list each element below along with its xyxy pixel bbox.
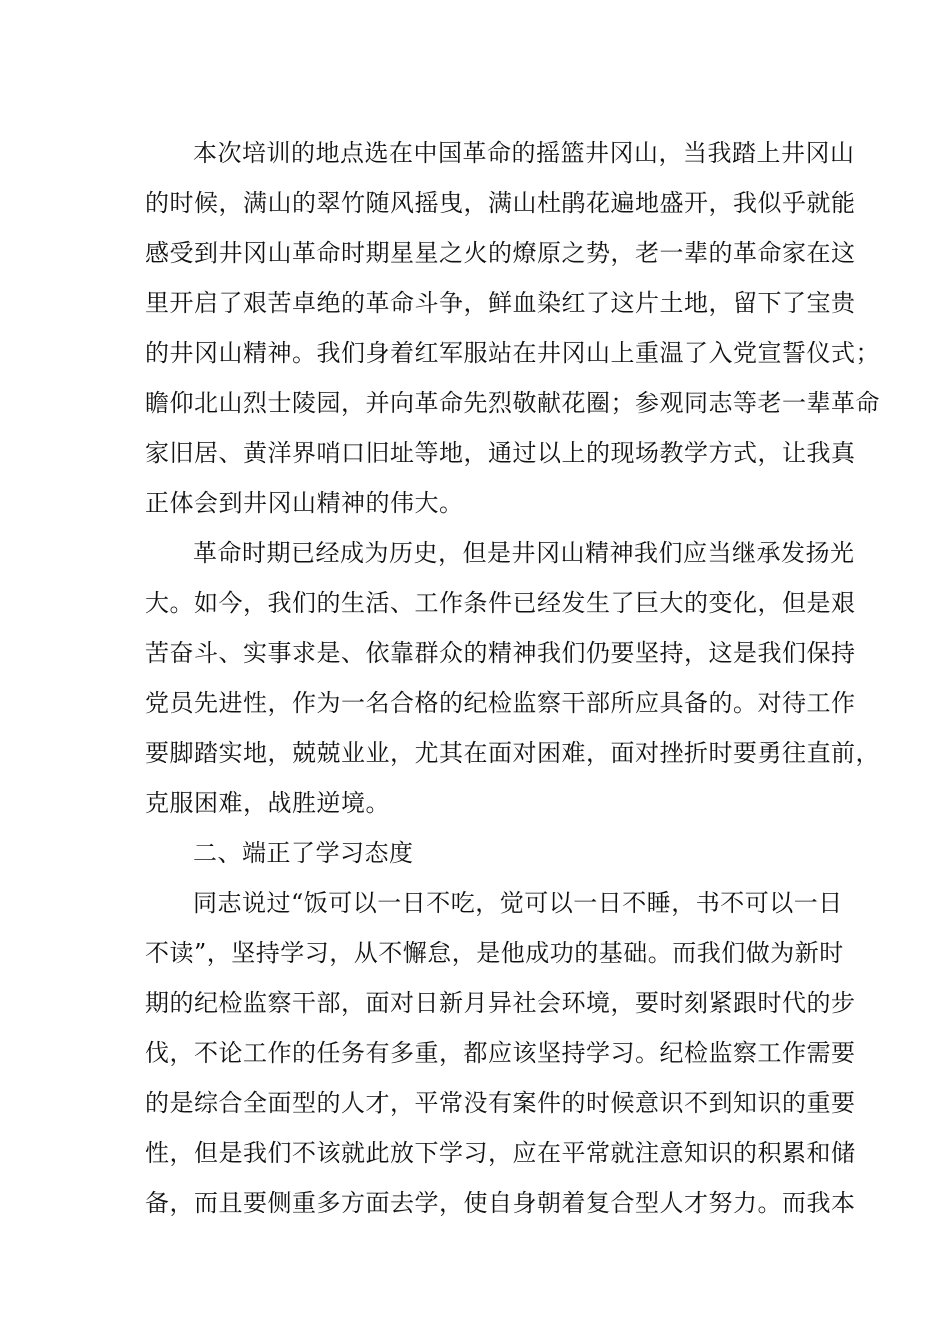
paragraph-3-line-3: 期的纪检监察干部，面对日新月异社会环境，要时刻紧跟时代的步 — [145, 989, 856, 1017]
paragraph-3-line-4: 伐，不论工作的任务有多重，都应该坚持学习。纪检监察工作需要 — [145, 1039, 856, 1067]
paragraph-3-line-1: 同志说过“饭可以一日不吃，觉可以一日不睡，书不可以一日 — [193, 889, 843, 917]
paragraph-3-line-5: 的是综合全面型的人才，平常没有案件的时候意识不到知识的重要 — [145, 1089, 856, 1117]
paragraph-1-line-4: 里开启了艰苦卓绝的革命斗争，鲜血染红了这片土地，留下了宝贵 — [145, 289, 856, 317]
paragraph-1-line-3: 感受到井冈山革命时期星星之火的燎原之势，老一辈的革命家在这 — [145, 239, 856, 267]
paragraph-2-line-5: 要脚踏实地，兢兢业业，尤其在面对困难，面对挫折时要勇往直前， — [145, 739, 880, 767]
paragraph-1-line-1: 本次培训的地点选在中国革命的摇篮井冈山，当我踏上井冈山 — [193, 139, 855, 167]
paragraph-3-line-7: 备，而且要侧重多方面去学，使自身朝着复合型人才努力。而我本 — [145, 1189, 856, 1217]
paragraph-1-line-5: 的井冈山精神。我们身着红军服站在井冈山上重温了入党宣誓仪式； — [145, 339, 880, 367]
section-heading: 二、端正了学习态度 — [193, 839, 414, 867]
paragraph-1-line-8: 正体会到井冈山精神的伟大。 — [145, 489, 464, 517]
paragraph-1-line-7: 家旧居、黄洋界哨口旧址等地，通过以上的现场教学方式，让我真 — [145, 439, 856, 467]
paragraph-2-line-4: 党员先进性，作为一名合格的纪检监察干部所应具备的。对待工作 — [145, 689, 856, 717]
paragraph-2-line-3: 苦奋斗、实事求是、依靠群众的精神我们仍要坚持，这是我们保持 — [145, 639, 856, 667]
paragraph-1-line-6: 瞻仰北山烈士陵园，并向革命先烈敬献花圈；参观同志等老一辈革命 — [145, 389, 880, 417]
paragraph-2-line-2: 大。如今，我们的生活、工作条件已经发生了巨大的变化，但是艰 — [145, 589, 856, 617]
paragraph-2-line-6: 克服困难，战胜逆境。 — [145, 789, 390, 817]
paragraph-1-line-2: 的时候，满山的翠竹随风摇曳，满山杜鹃花遍地盛开，我似乎就能 — [145, 189, 856, 217]
paragraph-2-line-1: 革命时期已经成为历史，但是井冈山精神我们应当继承发扬光 — [193, 539, 855, 567]
paragraph-3-line-2: 不读”，坚持学习，从不懈怠，是他成功的基础。而我们做为新时 — [145, 939, 844, 967]
paragraph-3-line-6: 性，但是我们不该就此放下学习，应在平常就注意知识的积累和储 — [145, 1139, 856, 1167]
document-body — [145, 128, 880, 1228]
